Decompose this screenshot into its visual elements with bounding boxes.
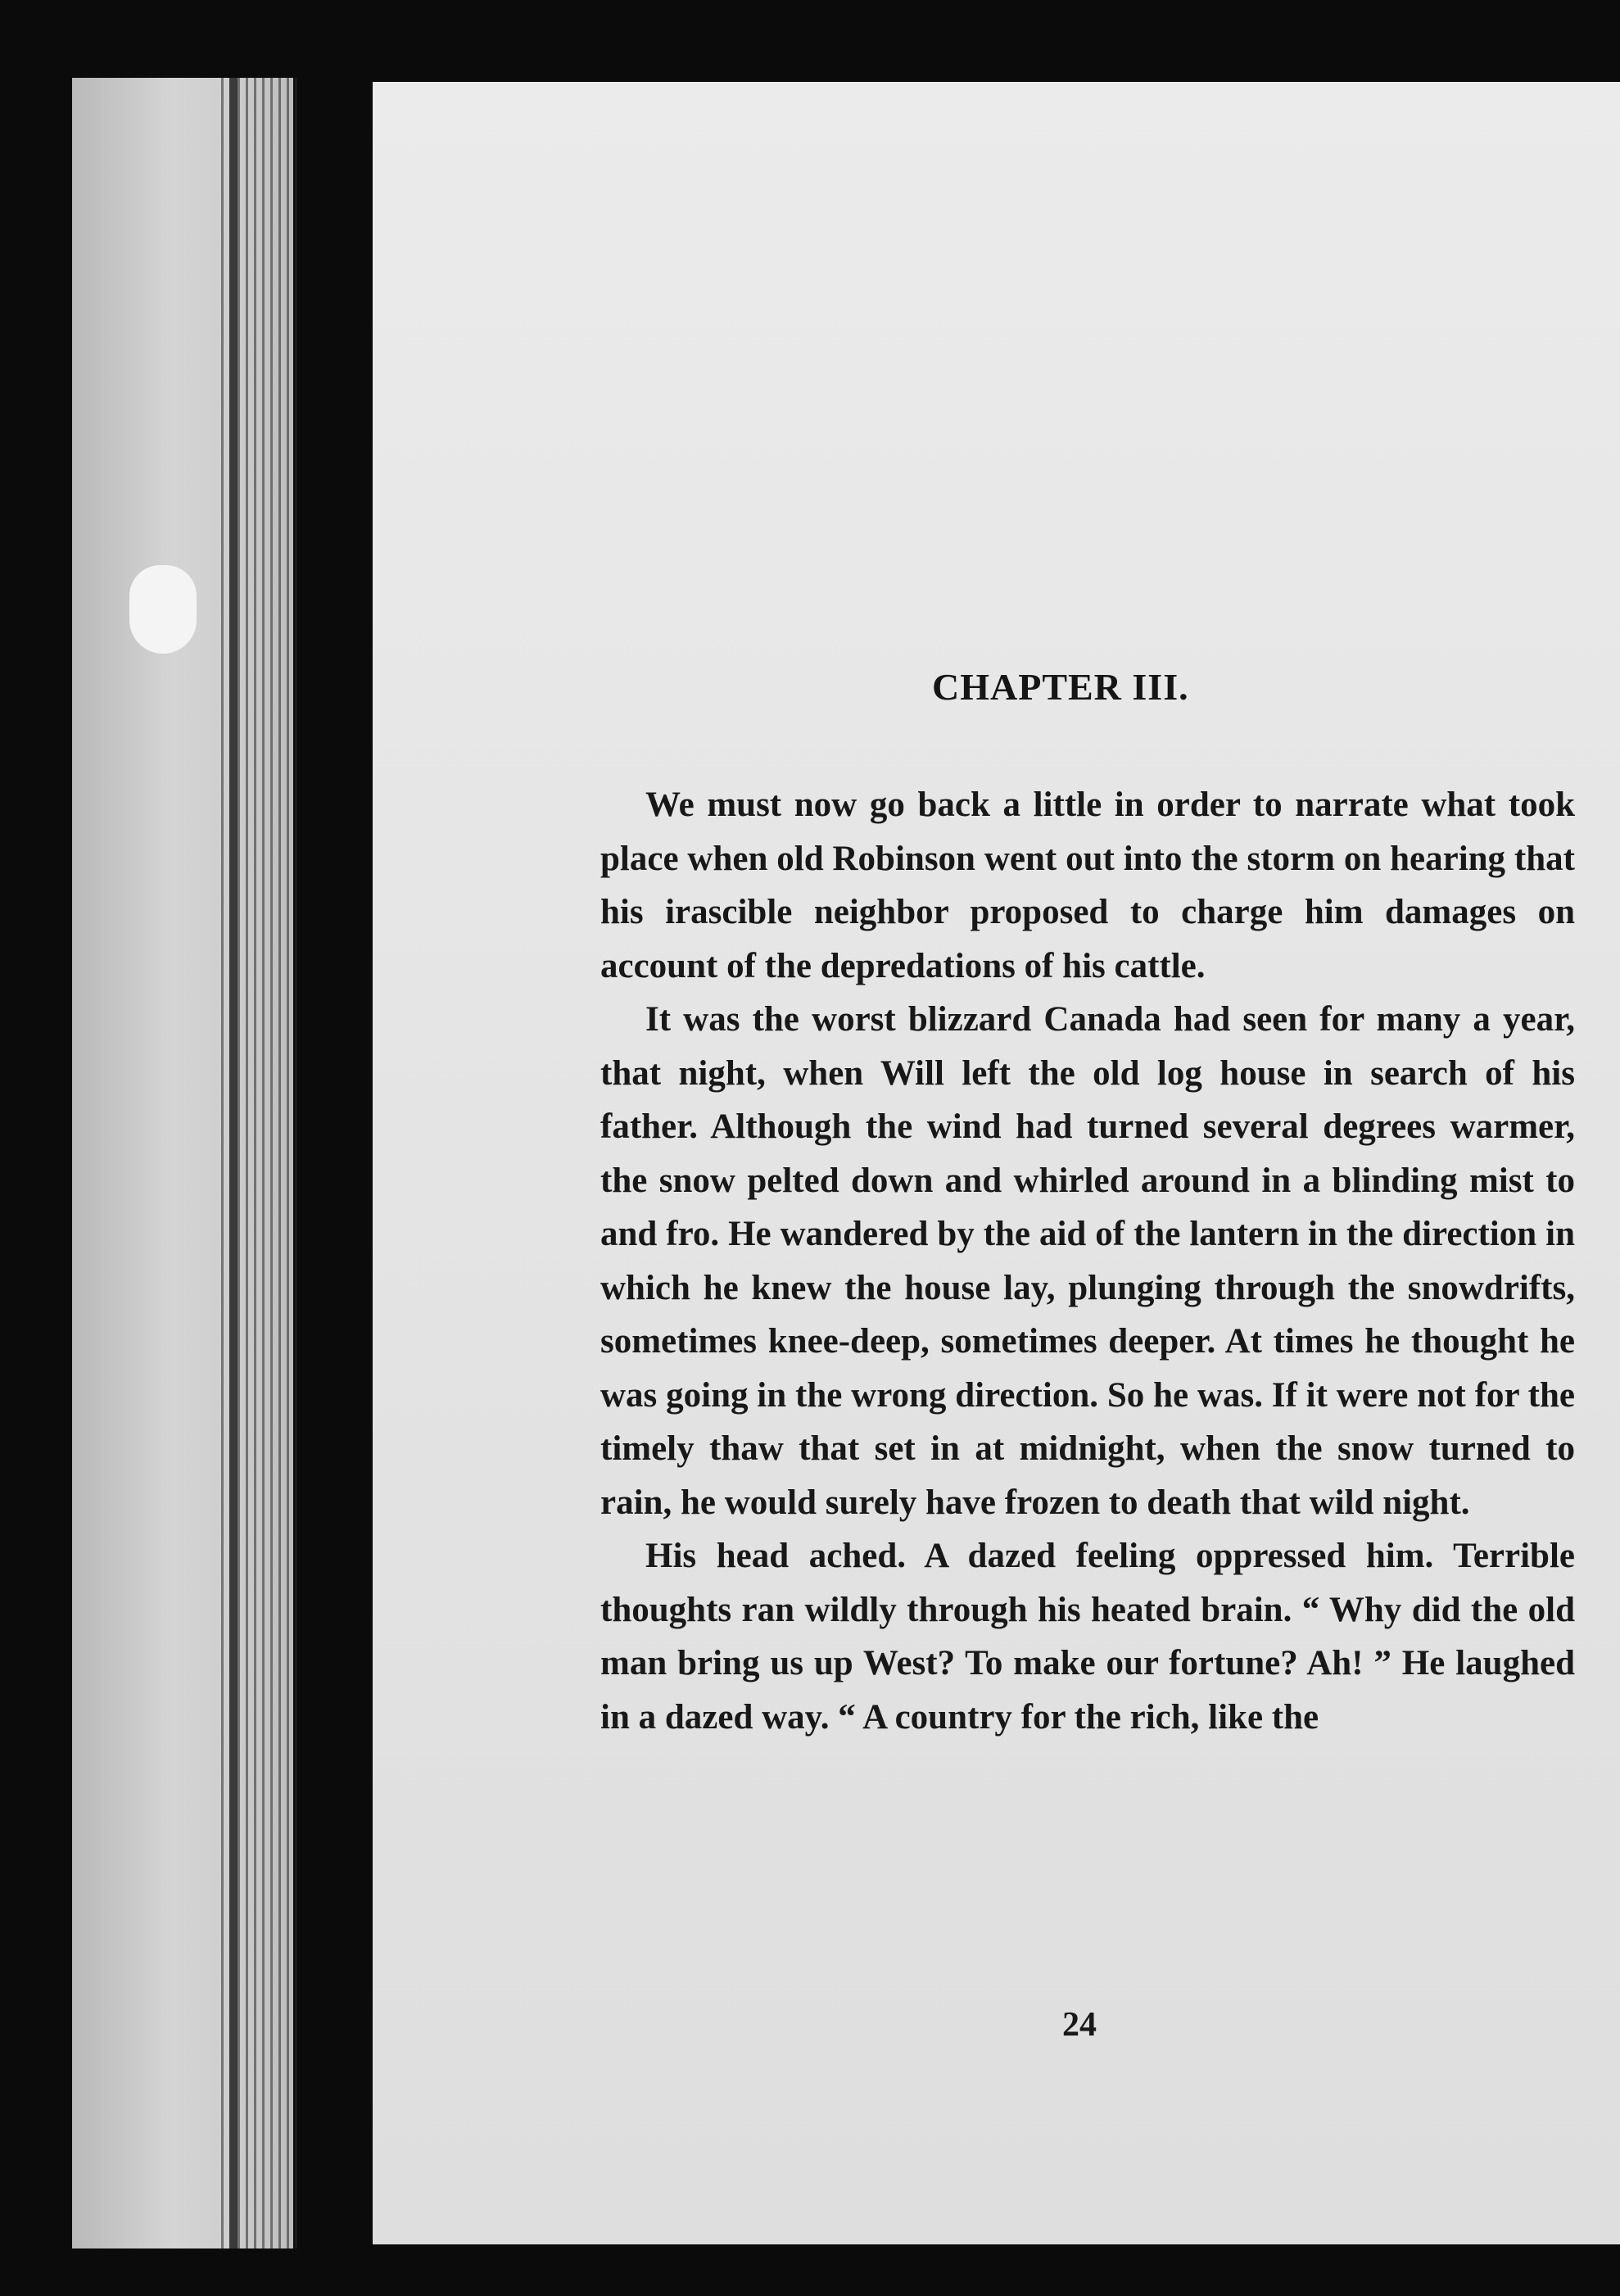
paragraph-1: We must now go back a little in order to narrate what took place when old Robinson went out into the storm on hearing that his irascible neighbor proposed to charge him damages on account of the depredations of his cattle. — [600, 786, 1575, 985]
page-number: 24 — [1062, 2006, 1097, 2044]
chapter-title: CHAPTER III. — [932, 666, 1189, 708]
binding-spine — [229, 78, 238, 2248]
paragraph-2: It was the worst blizzard Canada had seen for many a year, that night, when Will left the old log house in search of his father. Although the wind had turned several degrees warmer, the snow pelted down and whirled around in a blinding mist to and fro. He wandered by the aid of the lantern in the direction in which he knew the house lay, plunging through the snowdrifts, sometimes knee-deep, sometimes deeper. At times he thought he was going in the wrong direction. So he was. If it were not for the timely thaw that set in at midnight, when the snow turned to rain, he would surely have frozen to death that wild night. — [600, 1000, 1575, 1522]
body-text — [600, 778, 1575, 1744]
punch-hole — [129, 565, 197, 654]
paragraph-3: His head ached. A dazed feeling oppressed him. Terrible thoughts ran wildly through his heated brain. “ Why did the old man bring us up West? To make our fortune? Ah! ” He laughed in a dazed way. “ A country for the rich, like the — [600, 1537, 1575, 1737]
